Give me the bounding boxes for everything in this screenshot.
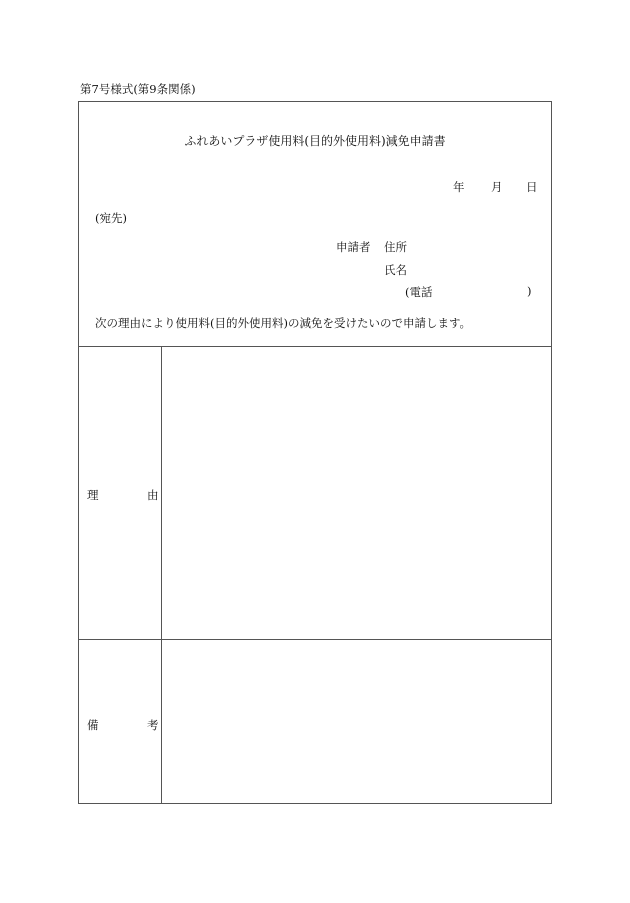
address-label: 住所	[384, 240, 407, 254]
remarks-row	[79, 640, 551, 803]
reason-label-cell	[79, 347, 162, 639]
form-number: 第7号様式(第9条関係)	[80, 82, 196, 96]
application-statement: 次の理由により使用料(目的外使用料)の減免を受けたいので申請します。	[95, 316, 472, 330]
remarks-label-char-2: 考	[147, 718, 159, 732]
reason-entry-area[interactable]	[162, 347, 551, 639]
remarks-label-char-1: 備	[87, 718, 99, 732]
remarks-label-cell	[79, 640, 162, 803]
form-header-section	[79, 102, 551, 347]
reason-label-char-2: 由	[147, 488, 159, 502]
reason-label-char-1: 理	[87, 488, 99, 502]
date-year-label: 年	[453, 180, 465, 194]
document-title: ふれあいプラザ使用料(目的外使用料)減免申請書	[184, 134, 446, 148]
remarks-entry-area[interactable]	[162, 640, 551, 803]
reason-row	[79, 347, 551, 640]
date-month-label: 月	[491, 180, 503, 194]
application-form	[78, 101, 552, 804]
name-label: 氏名	[384, 263, 407, 277]
phone-close-paren: )	[527, 284, 532, 298]
phone-label: (電話	[405, 285, 433, 299]
applicant-label: 申請者	[336, 240, 371, 254]
addressee-label: (宛先)	[95, 211, 127, 225]
date-day-label: 日	[526, 180, 538, 194]
